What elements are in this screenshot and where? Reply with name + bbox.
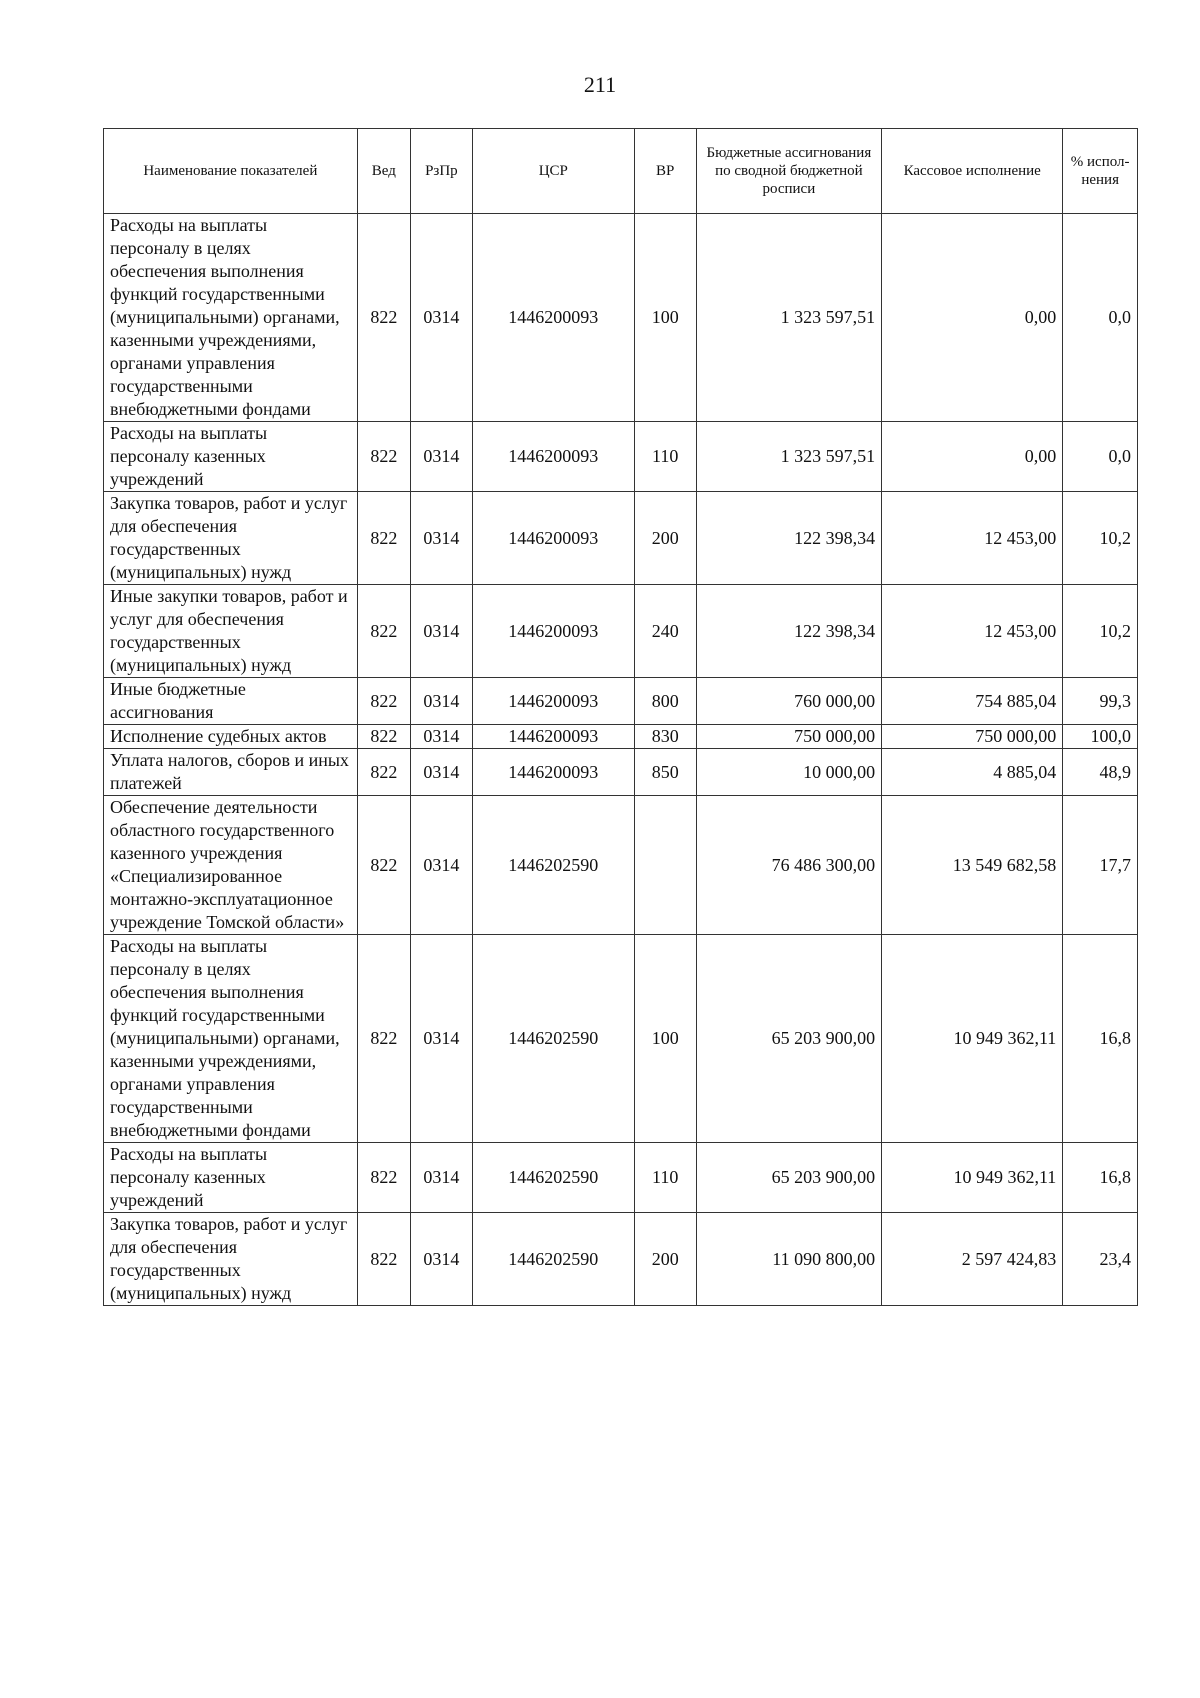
cell-budget: 11 090 800,00 bbox=[696, 1213, 881, 1306]
table-row bbox=[104, 796, 1138, 935]
header-vr: ВР bbox=[634, 129, 696, 214]
cell-ved: 822 bbox=[357, 214, 410, 422]
header-name: Наименование показателей bbox=[104, 129, 358, 214]
cell-budget: 65 203 900,00 bbox=[696, 1143, 881, 1213]
cell-cash: 12 453,00 bbox=[882, 492, 1063, 585]
cell-rzpr: 0314 bbox=[410, 935, 472, 1143]
cell-cash: 2 597 424,83 bbox=[882, 1213, 1063, 1306]
cell-budget: 122 398,34 bbox=[696, 585, 881, 678]
cell-ved: 822 bbox=[357, 678, 410, 725]
table-row bbox=[104, 1143, 1138, 1213]
cell-name: Расходы на выплаты персоналу в целях обеспечения выполнения функций государственными (муниципальными) органами, казенными учреждениями, органами управления государственными внебюджетными фондами bbox=[104, 214, 358, 422]
table-row bbox=[104, 678, 1138, 725]
cell-csr: 1446200093 bbox=[472, 749, 634, 796]
cell-csr: 1446200093 bbox=[472, 678, 634, 725]
cell-percent: 23,4 bbox=[1063, 1213, 1138, 1306]
table-row bbox=[104, 214, 1138, 422]
cell-cash: 754 885,04 bbox=[882, 678, 1063, 725]
cell-csr: 1446202590 bbox=[472, 935, 634, 1143]
cell-ved: 822 bbox=[357, 935, 410, 1143]
cell-name: Расходы на выплаты персоналу казенных учреждений bbox=[104, 1143, 358, 1213]
cell-name: Закупка товаров, работ и услуг для обеспечения государственных (муниципальных) нужд bbox=[104, 492, 358, 585]
cell-percent: 0,0 bbox=[1063, 214, 1138, 422]
header-budget: Бюджетные ассигнования по сводной бюджетной росписи bbox=[696, 129, 881, 214]
cell-name: Иные закупки товаров, работ и услуг для обеспечения государственных (муниципальных) нужд bbox=[104, 585, 358, 678]
cell-rzpr: 0314 bbox=[410, 1213, 472, 1306]
cell-name: Исполнение судебных актов bbox=[104, 725, 358, 749]
cell-name: Иные бюджетные ассигнования bbox=[104, 678, 358, 725]
cell-name: Расходы на выплаты персоналу в целях обеспечения выполнения функций государственными (муниципальными) органами, казенными учреждениями, органами управления государственными внебюджетными фондами bbox=[104, 935, 358, 1143]
cell-percent: 16,8 bbox=[1063, 1143, 1138, 1213]
cell-rzpr: 0314 bbox=[410, 678, 472, 725]
cell-rzpr: 0314 bbox=[410, 749, 472, 796]
table-row bbox=[104, 935, 1138, 1143]
cell-percent: 17,7 bbox=[1063, 796, 1138, 935]
cell-vr bbox=[634, 796, 696, 935]
cell-rzpr: 0314 bbox=[410, 422, 472, 492]
cell-vr: 100 bbox=[634, 214, 696, 422]
cell-vr: 850 bbox=[634, 749, 696, 796]
cell-ved: 822 bbox=[357, 492, 410, 585]
cell-vr: 800 bbox=[634, 678, 696, 725]
header-cash: Кассовое исполнение bbox=[882, 129, 1063, 214]
cell-csr: 1446202590 bbox=[472, 1213, 634, 1306]
cell-cash: 0,00 bbox=[882, 422, 1063, 492]
cell-cash: 10 949 362,11 bbox=[882, 935, 1063, 1143]
cell-ved: 822 bbox=[357, 585, 410, 678]
cell-vr: 240 bbox=[634, 585, 696, 678]
cell-ved: 822 bbox=[357, 749, 410, 796]
cell-csr: 1446200093 bbox=[472, 492, 634, 585]
budget-execution-table bbox=[103, 128, 1138, 1306]
cell-rzpr: 0314 bbox=[410, 585, 472, 678]
cell-budget: 122 398,34 bbox=[696, 492, 881, 585]
cell-vr: 110 bbox=[634, 422, 696, 492]
cell-budget: 65 203 900,00 bbox=[696, 935, 881, 1143]
cell-vr: 100 bbox=[634, 935, 696, 1143]
cell-csr: 1446200093 bbox=[472, 214, 634, 422]
cell-name: Обеспечение деятельности областного государственного казенного учреждения «Специализированное монтажно-эксплуатационное учреждение Томской области» bbox=[104, 796, 358, 935]
cell-ved: 822 bbox=[357, 1213, 410, 1306]
cell-csr: 1446200093 bbox=[472, 585, 634, 678]
table-row bbox=[104, 422, 1138, 492]
cell-rzpr: 0314 bbox=[410, 725, 472, 749]
cell-vr: 200 bbox=[634, 1213, 696, 1306]
table-header-row bbox=[104, 129, 1138, 214]
cell-cash: 750 000,00 bbox=[882, 725, 1063, 749]
header-ved: Вед bbox=[357, 129, 410, 214]
cell-percent: 48,9 bbox=[1063, 749, 1138, 796]
cell-ved: 822 bbox=[357, 422, 410, 492]
cell-cash: 12 453,00 bbox=[882, 585, 1063, 678]
table-row bbox=[104, 749, 1138, 796]
cell-rzpr: 0314 bbox=[410, 492, 472, 585]
cell-budget: 1 323 597,51 bbox=[696, 422, 881, 492]
cell-csr: 1446202590 bbox=[472, 1143, 634, 1213]
cell-ved: 822 bbox=[357, 725, 410, 749]
cell-cash: 13 549 682,58 bbox=[882, 796, 1063, 935]
cell-name: Расходы на выплаты персоналу казенных учреждений bbox=[104, 422, 358, 492]
cell-cash: 10 949 362,11 bbox=[882, 1143, 1063, 1213]
cell-vr: 830 bbox=[634, 725, 696, 749]
cell-vr: 110 bbox=[634, 1143, 696, 1213]
cell-budget: 10 000,00 bbox=[696, 749, 881, 796]
cell-vr: 200 bbox=[634, 492, 696, 585]
cell-rzpr: 0314 bbox=[410, 796, 472, 935]
cell-csr: 1446200093 bbox=[472, 725, 634, 749]
cell-budget: 76 486 300,00 bbox=[696, 796, 881, 935]
cell-csr: 1446202590 bbox=[472, 796, 634, 935]
table-row bbox=[104, 725, 1138, 749]
cell-budget: 750 000,00 bbox=[696, 725, 881, 749]
cell-rzpr: 0314 bbox=[410, 1143, 472, 1213]
cell-percent: 0,0 bbox=[1063, 422, 1138, 492]
cell-budget: 1 323 597,51 bbox=[696, 214, 881, 422]
cell-cash: 0,00 bbox=[882, 214, 1063, 422]
cell-budget: 760 000,00 bbox=[696, 678, 881, 725]
cell-name: Закупка товаров, работ и услуг для обеспечения государственных (муниципальных) нужд bbox=[104, 1213, 358, 1306]
table-row bbox=[104, 492, 1138, 585]
cell-cash: 4 885,04 bbox=[882, 749, 1063, 796]
cell-percent: 16,8 bbox=[1063, 935, 1138, 1143]
cell-ved: 822 bbox=[357, 1143, 410, 1213]
cell-rzpr: 0314 bbox=[410, 214, 472, 422]
cell-percent: 10,2 bbox=[1063, 585, 1138, 678]
cell-percent: 100,0 bbox=[1063, 725, 1138, 749]
cell-name: Уплата налогов, сборов и иных платежей bbox=[104, 749, 358, 796]
cell-percent: 99,3 bbox=[1063, 678, 1138, 725]
cell-csr: 1446200093 bbox=[472, 422, 634, 492]
header-rzpr: РзПр bbox=[410, 129, 472, 214]
cell-ved: 822 bbox=[357, 796, 410, 935]
table-row bbox=[104, 1213, 1138, 1306]
header-percent: % испол-нения bbox=[1063, 129, 1138, 214]
header-csr: ЦСР bbox=[472, 129, 634, 214]
page-number: 211 bbox=[583, 72, 617, 97]
cell-percent: 10,2 bbox=[1063, 492, 1138, 585]
table-row bbox=[104, 585, 1138, 678]
